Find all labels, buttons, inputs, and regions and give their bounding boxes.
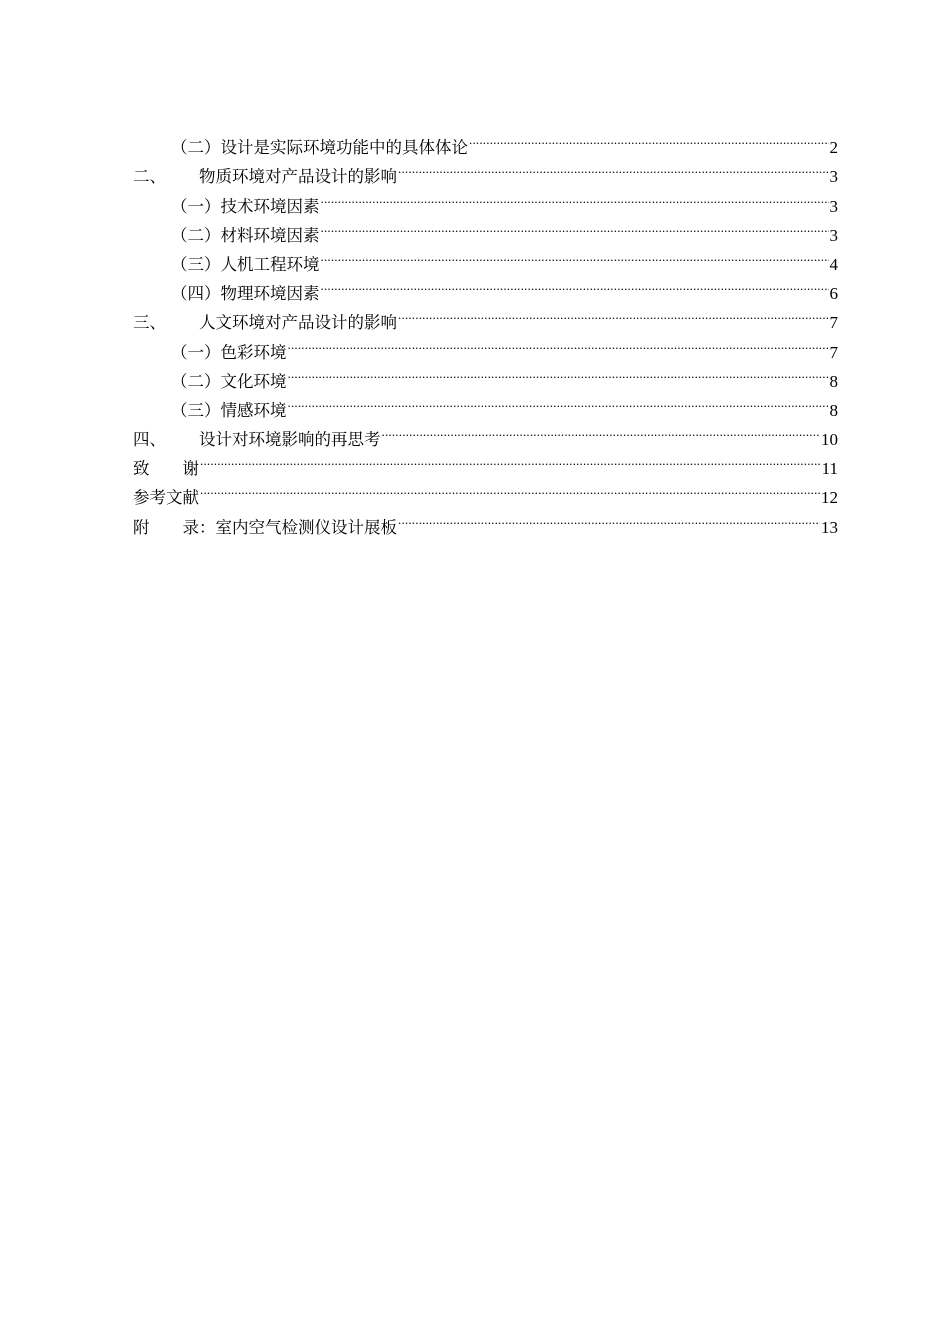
toc-entry-number: 三、 — [133, 313, 166, 333]
toc-dot-leader — [321, 212, 829, 241]
toc-entry-page: 6 — [829, 284, 838, 304]
toc-entry-page: 3 — [829, 196, 838, 216]
toc-entry-page: 8 — [829, 371, 838, 391]
toc-entry-page: 8 — [829, 400, 838, 420]
toc-entry-page: 10 — [821, 430, 838, 450]
toc-dot-leader — [382, 416, 821, 445]
toc-entry-title: （三）人机工程环境 — [171, 254, 320, 274]
table-of-contents — [133, 124, 838, 537]
toc-dot-leader — [398, 153, 829, 182]
toc-entry-page: 12 — [821, 488, 838, 508]
toc-entry-page: 7 — [829, 342, 838, 362]
toc-entry-page: 2 — [829, 138, 838, 158]
toc-dot-leader — [398, 503, 820, 532]
toc-entry-title: （二）文化环境 — [171, 371, 287, 391]
toc-entry-title: 致 谢 — [133, 459, 199, 479]
toc-entry-page: 13 — [821, 517, 838, 537]
toc-dot-leader — [321, 182, 829, 211]
toc-entry-number: 四、 — [133, 430, 166, 450]
toc-entry-title: 人文环境对产品设计的影响 — [199, 313, 397, 333]
toc-entry-title: 物质环境对产品设计的影响 — [199, 167, 397, 187]
toc-entry-page: 7 — [829, 313, 838, 333]
toc-entry-title: （一）色彩环境 — [171, 342, 287, 362]
toc-entry-number: 二、 — [133, 167, 166, 187]
toc-entry-title: （四）物理环境因素 — [171, 284, 320, 304]
toc-entry-title: （二）材料环境因素 — [171, 225, 320, 245]
toc-dot-leader — [200, 474, 820, 503]
toc-entry[interactable] — [133, 474, 838, 508]
toc-dot-leader — [321, 241, 829, 270]
toc-entry[interactable] — [133, 124, 838, 158]
toc-entry-page: 3 — [829, 225, 838, 245]
toc-entry-title: 参考文献 — [133, 488, 199, 508]
toc-dot-leader — [288, 358, 829, 387]
toc-entry[interactable] — [133, 445, 838, 479]
toc-dot-leader — [321, 270, 829, 299]
toc-entry-page: 11 — [821, 459, 838, 479]
toc-entry[interactable] — [133, 503, 838, 537]
toc-dot-leader — [200, 445, 821, 474]
toc-entry-title: （一）技术环境因素 — [171, 196, 320, 216]
toc-dot-leader — [398, 299, 829, 328]
toc-dot-leader — [469, 124, 829, 153]
toc-entry-title: （二）设计是实际环境功能中的具体体论 — [171, 138, 468, 158]
toc-entry-page: 3 — [829, 167, 838, 187]
toc-dot-leader — [288, 387, 829, 416]
toc-dot-leader — [288, 328, 829, 357]
toc-entry-title: 附 录：室内空气检测仪设计展板 — [133, 517, 397, 537]
toc-entry-page: 4 — [829, 254, 838, 274]
toc-entry-title: 设计对环境影响的再思考 — [199, 430, 381, 450]
toc-entry-title: （三）情感环境 — [171, 400, 287, 420]
